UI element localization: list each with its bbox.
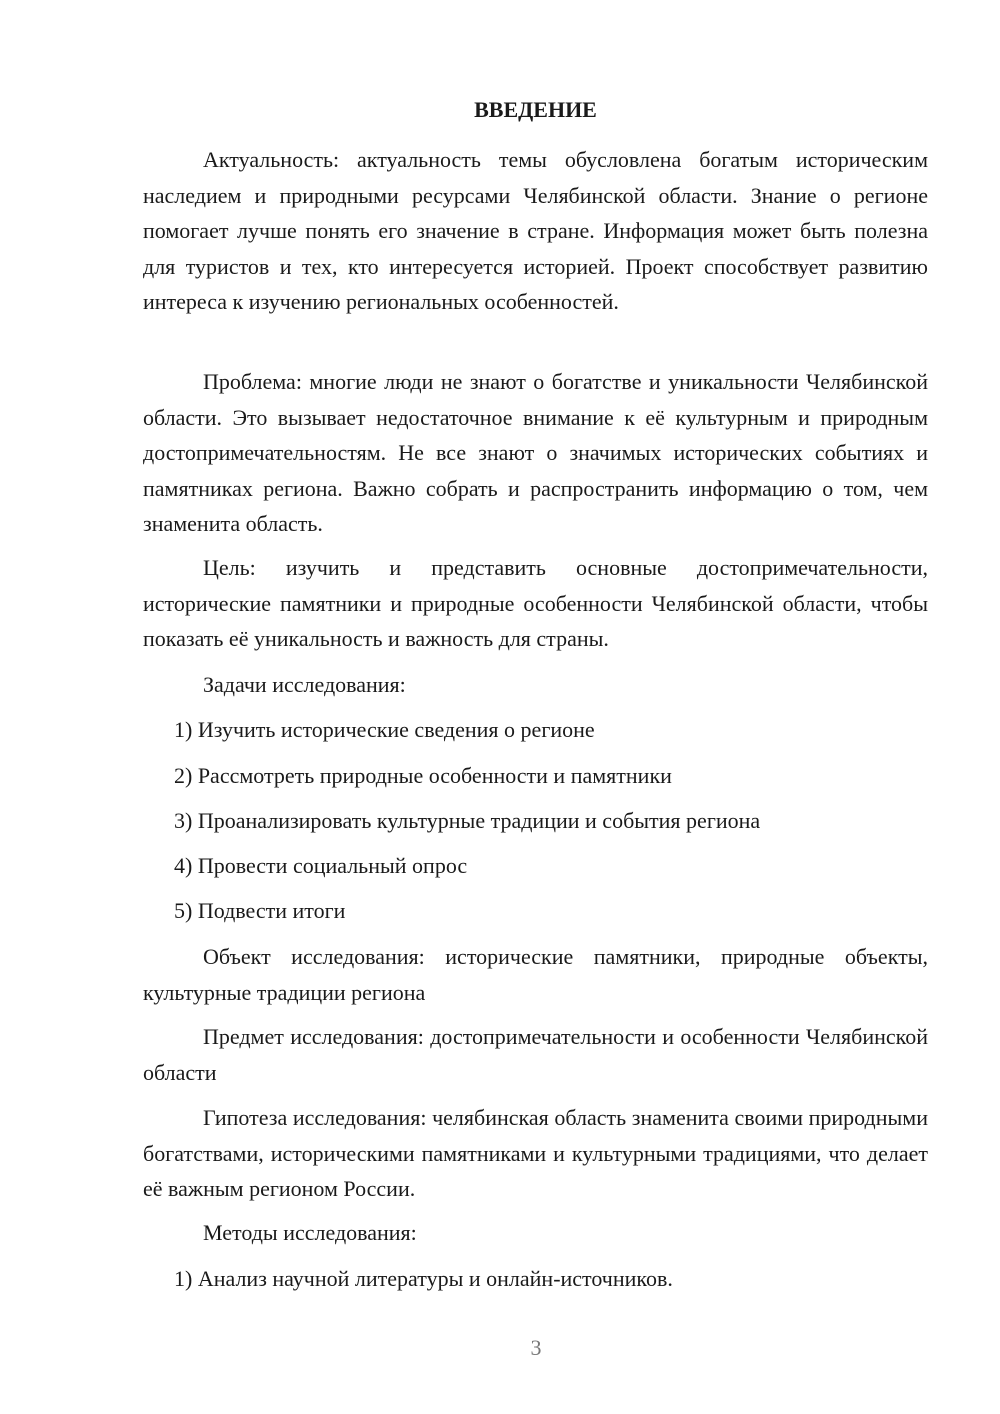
page-number: 3 [530, 1335, 542, 1360]
problem-paragraph: Проблема: многие люди не знают о богатстве и уникальности Челябинской области. Это вызывает недостаточное внимание к её культурным и природным достопримечательностям. Не все знают о значимых исторических событиях и памятниках региона. Важно собрать и распространить информацию о том, чем знаменита область. [143, 369, 928, 536]
task-item: 1) Изучить исторические сведения о регионе [174, 717, 595, 742]
task-item: 4) Провести социальный опрос [174, 853, 468, 878]
relevance-paragraph: Актуальность: актуальность темы обусловлена богатым историческим наследием и природными ресурсами Челябинской области. Знание о регионе помогает лучше понять его значение в стране. Информация может быть полезна для туристов и тех, кто интересуется историей. Проект способствует развитию интереса к изучению региональных особенностей. [143, 147, 928, 314]
methods-title: Методы исследования: [203, 1220, 417, 1245]
method-item: 1) Анализ научной литературы и онлайн-источников. [174, 1266, 673, 1291]
tasks-title: Задачи исследования: [203, 672, 406, 697]
task-item: 3) Проанализировать культурные традиции и события региона [174, 808, 761, 833]
subject-paragraph: Предмет исследования: достопримечательности и особенности Челябинской области [143, 1024, 928, 1085]
hypothesis-paragraph: Гипотеза исследования: челябинская область знаменита своими природными богатствами, историческими памятниками и культурными традициями, что делает её важным регионом России. [143, 1105, 928, 1201]
page-title: ВВЕДЕНИЕ [474, 97, 597, 122]
task-item: 2) Рассмотреть природные особенности и памятники [174, 763, 672, 788]
object-paragraph: Объект исследования: исторические памятники, природные объекты, культурные традиции региона [143, 944, 928, 1005]
task-item: 5) Подвести итоги [174, 898, 346, 923]
goal-paragraph: Цель: изучить и представить основные достопримечательности, исторические памятники и природные особенности Челябинской области, чтобы показать её уникальность и важность для страны. [143, 555, 928, 651]
